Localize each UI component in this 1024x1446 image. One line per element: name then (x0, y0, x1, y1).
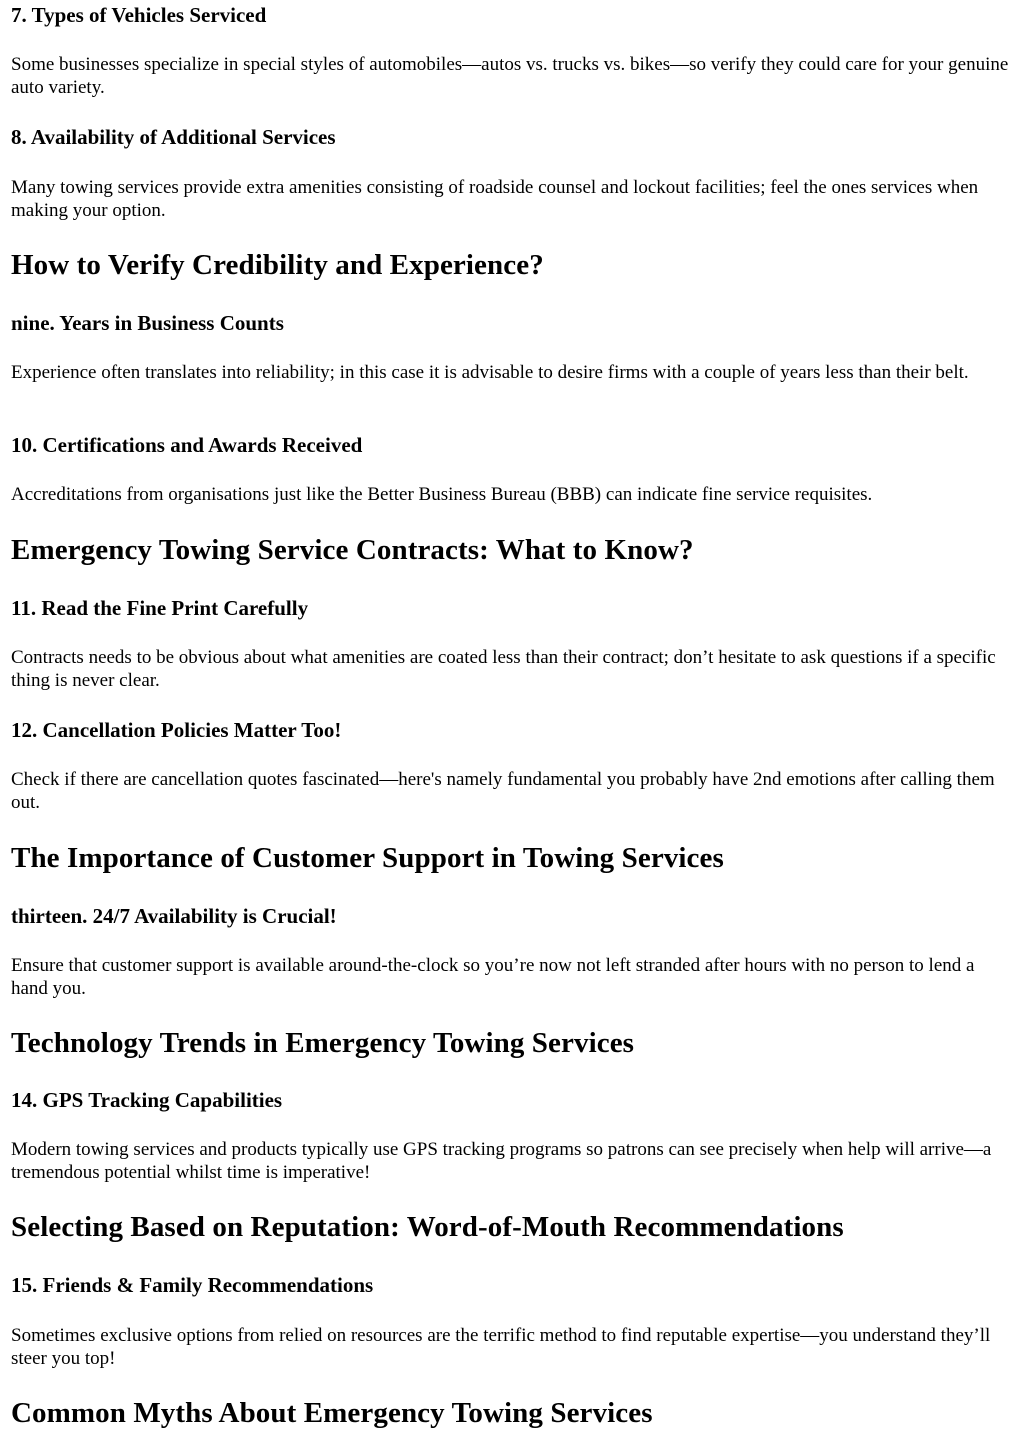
paragraph-cancellation-policies: Check if there are cancellation quotes fascinated—here's namely fundamental you probably have 2nd emotions after calling them out. (11, 769, 995, 813)
section-heading-gps-tracking: 14. GPS Tracking Capabilities (11, 1088, 283, 1112)
section-heading-cancellation-policies: 12. Cancellation Policies Matter Too! (11, 718, 342, 742)
paragraph-recommendations: Sometimes exclusive options from relied on resources are the terrific method to find reputable expertise—you understand they’ll steer you top! (11, 1325, 991, 1369)
paragraph-years-in-business: Experience often translates into reliability; in this case it is advisable to desire firms with a couple of years less than their belt. (11, 362, 969, 383)
section-heading-additional-services: 8. Availability of Additional Services (11, 125, 336, 149)
section-heading-certifications: 10. Certifications and Awards Received (11, 433, 363, 457)
section-heading-availability: thirteen. 24/7 Availability is Crucial! (11, 904, 337, 928)
section-heading-recommendations: 15. Friends & Family Recommendations (11, 1273, 374, 1297)
paragraph-availability: Ensure that customer support is available around-the-clock so you’re now not left stranded after hours with no person to lend a hand you. (11, 955, 975, 999)
heading-customer-support: The Importance of Customer Support in Towing Services (11, 842, 724, 874)
paragraph-certifications: Accreditations from organisations just like the Better Business Bureau (BBB) can indicate fine service requisites. (11, 484, 873, 505)
heading-common-myths: Common Myths About Emergency Towing Services (11, 1397, 653, 1429)
heading-service-contracts: Emergency Towing Service Contracts: What to Know? (11, 534, 694, 566)
paragraph-additional-services: Many towing services provide extra amenities consisting of roadside counsel and lockout facilities; feel the ones services when making your option. (11, 177, 979, 221)
section-heading-vehicles-serviced: 7. Types of Vehicles Serviced (11, 3, 267, 27)
heading-reputation: Selecting Based on Reputation: Word-of-Mouth Recommendations (11, 1211, 844, 1243)
paragraph-gps-tracking: Modern towing services and products typically use GPS tracking programs so patrons can see precisely when help will arrive—a tremendous potential whilst time is imperative! (11, 1139, 992, 1183)
paragraph-vehicles-serviced: Some businesses specialize in special styles of automobiles—autos vs. trucks vs. bikes—so verify they could care for your genuine auto variety. (11, 54, 1009, 98)
section-heading-years-in-business: nine. Years in Business Counts (11, 311, 284, 335)
section-heading-fine-print: 11. Read the Fine Print Carefully (11, 596, 309, 620)
heading-verify-credibility: How to Verify Credibility and Experience? (11, 249, 544, 281)
heading-technology-trends: Technology Trends in Emergency Towing Services (11, 1027, 635, 1059)
paragraph-fine-print: Contracts needs to be obvious about what amenities are coated less than their contract; don’t hesitate to ask questions if a specific thing is never clear. (11, 647, 996, 691)
